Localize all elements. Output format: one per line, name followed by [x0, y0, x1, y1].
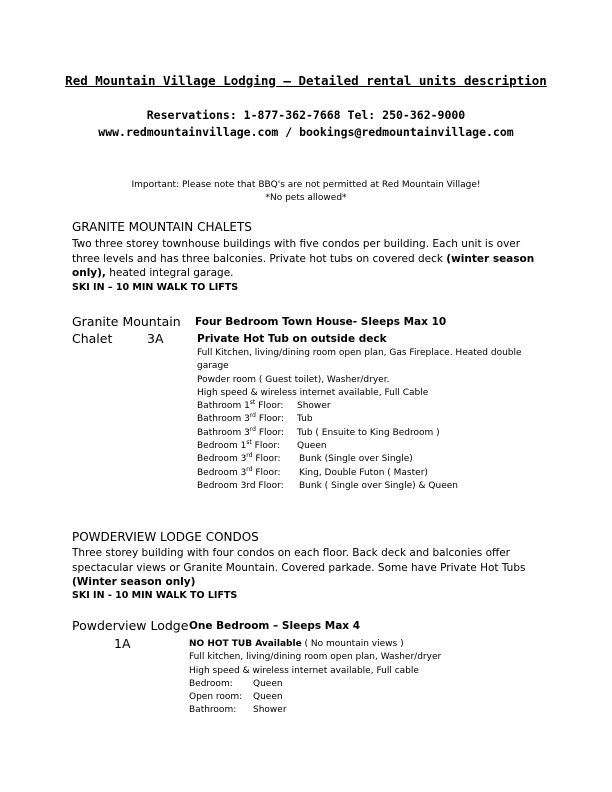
powderview-unit-number: 1A — [114, 636, 131, 651]
room-value: Shower — [297, 401, 331, 412]
room-value: Queen — [253, 692, 283, 703]
pets-notice: *No pets allowed* — [265, 193, 347, 203]
room-label-sup: st — [246, 439, 252, 447]
granite-unit-hot-tub: Private Hot Tub on outside deck — [197, 333, 387, 345]
detail-line: High speed & wireless internet available, Full Cable — [197, 387, 429, 398]
detail-line: Full kitchen, living/dining room open plan, Washer/dryer — [189, 652, 442, 663]
room-label-end: Floor: — [255, 427, 285, 438]
reservations-line: Reservations: 1-877-362-7668 Tel: 250-362-9000 — [146, 108, 466, 122]
powderview-desc-text: Three storey building with four condos on each floor. Back deck and balconies offer spectacular views or Granite Mountain. Covered parkade. Some have Private Hot Tubs — [72, 547, 526, 574]
granite-desc-text: Two three storey townhouse buildings with five condos per building. Each unit is over three levels and has three balconies. Private hot tubs on covered deck — [72, 238, 521, 265]
hot-tub-line — [189, 638, 489, 651]
room-row — [197, 453, 533, 466]
room-label-sup: rd — [249, 425, 256, 433]
room-value: Tub ( Ensuite to King Bedroom ) — [297, 427, 440, 438]
room-label: Bedroom 3rd Floor: — [197, 480, 284, 491]
powderview-ski-line: SKI IN - 10 MIN WALK TO LIFTS — [72, 590, 238, 601]
room-value: Bunk ( Single over Single) & Queen — [299, 480, 458, 491]
room-row — [197, 400, 533, 413]
room-row — [189, 691, 489, 704]
room-value: Bunk (Single over Single) — [299, 454, 413, 465]
detail-line: Powder room ( Guest toilet), Washer/dryer. — [197, 374, 390, 385]
room-label: Bedroom: — [189, 678, 233, 689]
bbq-notice: Important: Please note that BBQ's are not permitted at Red Mountain Village! — [131, 180, 481, 190]
room-value: Tub — [297, 414, 313, 425]
granite-desc-bold: (winter season only), — [72, 252, 535, 279]
powderview-desc-bold: (Winter season only) — [72, 576, 196, 588]
powderview-unit-details — [189, 638, 489, 718]
granite-desc-end: heated integral garage. — [105, 267, 234, 279]
document-title: Red Mountain Village Lodging – Detailed rental units description — [65, 73, 547, 88]
room-label-sup: rd — [246, 465, 253, 473]
room-label: Open room: — [189, 692, 243, 703]
room-label: Bedroom 3 — [197, 454, 247, 465]
room-label: Bathroom 3 — [197, 414, 250, 425]
no-hot-tub: NO HOT TUB Available — [189, 639, 302, 649]
granite-ski-line: SKI IN – 10 MIN WALK TO LIFTS — [72, 282, 239, 293]
granite-unit-number: 3A — [147, 331, 164, 346]
room-label: Bathroom 1 — [197, 401, 250, 412]
room-row — [197, 467, 533, 480]
room-label: Bedroom 3 — [197, 467, 247, 478]
room-row — [189, 678, 489, 691]
room-value: Shower — [253, 705, 287, 716]
powderview-description — [72, 546, 542, 590]
powderview-heading: POWDERVIEW LODGE CONDOS — [72, 530, 259, 544]
room-row — [197, 440, 533, 453]
room-label-end: Floor: — [255, 401, 284, 412]
room-label-end: Floor: — [252, 467, 281, 478]
room-row — [197, 480, 533, 493]
granite-heading: GRANITE MOUNTAIN CHALETS — [72, 220, 252, 234]
granite-unit-name: Granite Mountain — [72, 314, 181, 329]
room-label-sup: rd — [246, 452, 253, 460]
room-value: Queen — [297, 441, 327, 452]
powderview-unit-name: Powderview Lodge — [72, 618, 189, 633]
room-label: Bathroom 3 — [197, 427, 250, 438]
web-email-line: www.redmountainvillage.com / bookings@redmountainvillage.com — [98, 125, 514, 139]
granite-unit-details — [197, 347, 533, 493]
granite-unit-chalet: Chalet — [72, 331, 113, 346]
detail-line: High speed & wireless internet available, Full cable — [189, 665, 419, 676]
room-value: Queen — [253, 678, 283, 689]
room-label-end: Floor: — [251, 441, 280, 452]
room-row — [189, 704, 489, 717]
detail-line: Full Kitchen, living/dining room open plan, Gas Fireplace. Heated double garage — [197, 348, 522, 372]
room-row — [197, 413, 533, 426]
room-label: Bedroom 1 — [197, 441, 247, 452]
room-label-end: Floor: — [252, 454, 281, 465]
no-mountain-views: ( No mountain views ) — [301, 639, 404, 649]
granite-description — [72, 237, 542, 281]
room-row — [197, 427, 533, 440]
room-label-end: Floor: — [255, 414, 285, 425]
room-value: King, Double Futon ( Master) — [299, 467, 428, 478]
granite-unit-type: Four Bedroom Town House- Sleeps Max 10 — [195, 316, 447, 328]
room-label-sup: rd — [249, 412, 256, 420]
powderview-unit-type: One Bedroom – Sleeps Max 4 — [189, 620, 361, 632]
room-label: Bathroom: — [189, 705, 237, 716]
room-label-sup: st — [249, 399, 256, 407]
